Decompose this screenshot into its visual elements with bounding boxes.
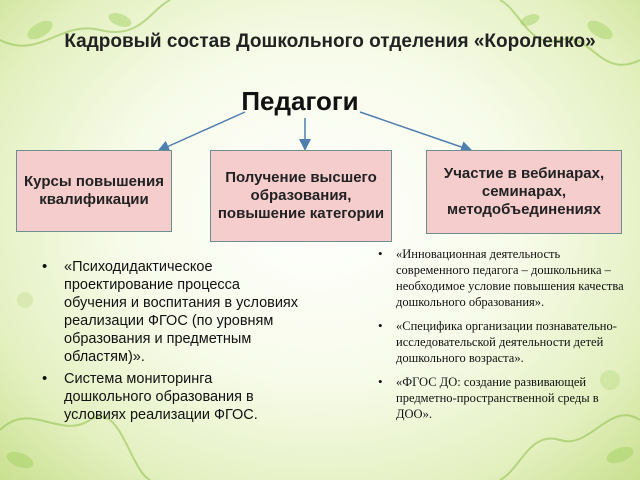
list-item: • «Психодидактическое проектирование процесса обучения и воспитания в условиях реализации ФГОС (по уровням образования и предметным областям)». bbox=[38, 258, 300, 366]
box-webinars-seminars: Участие в вебинарах, семинарах, методобъединениях bbox=[426, 150, 622, 234]
slide-title: Кадровый состав Дошкольного отделения «Короленко» bbox=[64, 31, 596, 52]
list-item: • «ФГОС ДО: создание развивающей предметно-пространственной среды в ДОО». bbox=[376, 374, 624, 422]
arrow-to-courses bbox=[160, 112, 245, 150]
slide-subtitle: Педагоги bbox=[241, 86, 359, 116]
list-item: • «Инновационная деятельность современного педагога – дошкольника – необходимое условие повышения качества дошкольного образования». bbox=[376, 246, 624, 310]
list-item: • «Специфика организации познавательно-исследовательской деятельности детей дошкольного возраста». bbox=[376, 318, 624, 366]
box-training-courses: Курсы повышения квалификации bbox=[16, 150, 172, 232]
list-item: • Система мониторинга дошкольного образования в условиях реализации ФГОС. bbox=[38, 370, 300, 424]
box-higher-education: Получение высшего образования, повышение категории bbox=[210, 150, 392, 242]
right-bullet-list bbox=[376, 246, 624, 430]
left-bullet-list bbox=[38, 258, 300, 428]
arrow-to-webinars bbox=[360, 112, 470, 150]
